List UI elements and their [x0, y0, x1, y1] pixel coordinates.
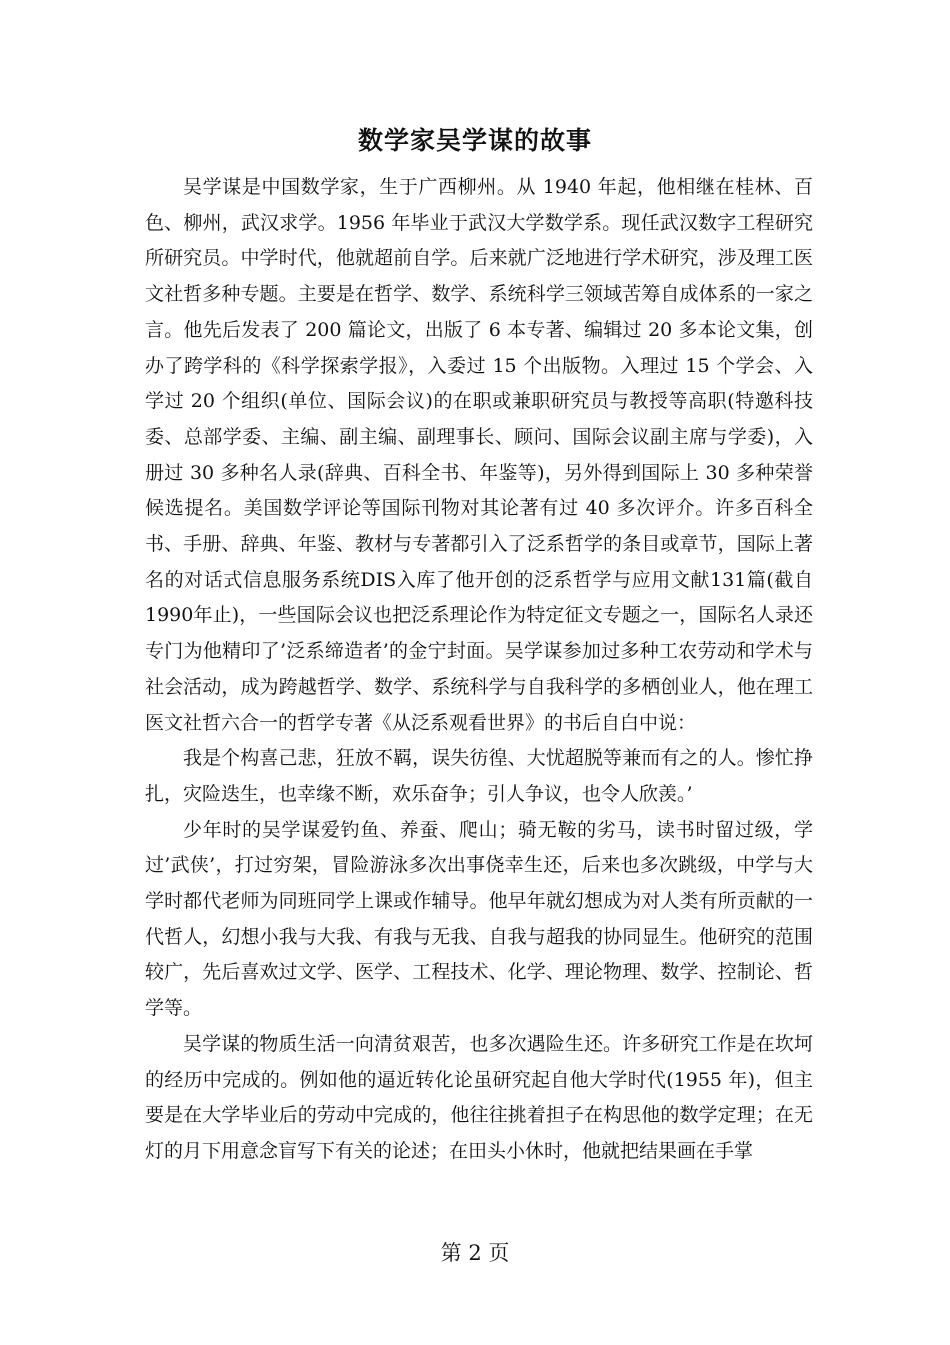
article-body	[145, 170, 813, 1170]
paragraph-youth: 少年时的吴学谋爱钓鱼、养蚕、爬山；骑无鞍的劣马，读书时留过级，学过’武侠’，打过穷架，冒险游泳多次出事侥幸生还，后来也多次跳级，中学与大学时都代老师为同班同学上课或作辅导。他早年就幻想成为对人类有所贡献的一代哲人，幻想小我与大我、有我与无我、自我与超我的协同显生。他研究的范围较广，先后喜欢过文学、医学、工程技术、化学、理论物理、数学、控制论、哲学等。	[145, 818, 813, 1020]
page-title: 数学家吴学谋的故事	[357, 126, 592, 155]
paragraph-hardship: 吴学谋的物质生活一向清贫艰苦，也多次遇险生还。许多研究工作是在坎坷的经历中完成的。例如他的逼近转化论虽研究起自他大学时代(1955 年)，但主要是在大学毕业后的劳动中完成的，他往往挑着担子在构思他的数学定理；在无灯的月下用意念盲写下有关的论述；在田头小休时，他就把结果画在手掌	[145, 1032, 813, 1162]
paragraph-self-statement: 我是个构喜己悲，狂放不羁，误失彷徨、大忧超脱等兼而有之的人。惨忙挣扎，灾险迭生，也幸缘不断，欢乐奋争；引人争议，也令人欣羡。’	[145, 747, 813, 805]
paragraph-biography: 吴学谋是中国数学家，生于广西柳州。从 1940 年起，他相继在桂林、百色、柳州，武汉求学。1956 年毕业于武汉大学数学系。现任武汉数字工程研究所研究员。中学时代，他就超前自学。后来就广泛地进行学术研究，涉及理工医文社哲多种专题。主要是在哲学、数学、系统科学三领域苦筹自成体系的一家之言。他先后发表了 200 篇论文，出版了 6 本专著、编辑过 20 多本论文集，创办了跨学科的《科学探索学报》，入委过 15 个出版物。入理过 15 个学会、入学过 20 个组织(单位、国际会议)的在职或兼职研究员与教授等高职(特邀科技委、总部学委、主编、副主编、副理事长、顾问、国际会议副主席与学委)，入册过 30 多种名人录(辞典、百科全书、年鉴等)，另外得到国际上 30 多种荣誉候选提名。美国数学评论等国际刊物对其论著有过 40 多次评介。许多百科全书、手册、辞典、年鉴、教材与专著都引入了泛系哲学的条目或章节，国际上著名的对话式信息服务系统DIS入库了他开创的泛系哲学与应用文献131篇(截自1990年止)，一些国际会议也把泛系理论作为特定征文专题之一，国际名人录还专门为他精印了’泛系缔造者’的金宁封面。吴学谋参加过多种工农劳动和学术与社会活动，成为跨越哲学、数学、系统科学与自我科学的多栖创业人，他在理工医文社哲六合一的哲学专著《从泛系观看世界》的书后自白中说：	[145, 176, 813, 734]
page-number: 第 2 页	[440, 1241, 510, 1265]
